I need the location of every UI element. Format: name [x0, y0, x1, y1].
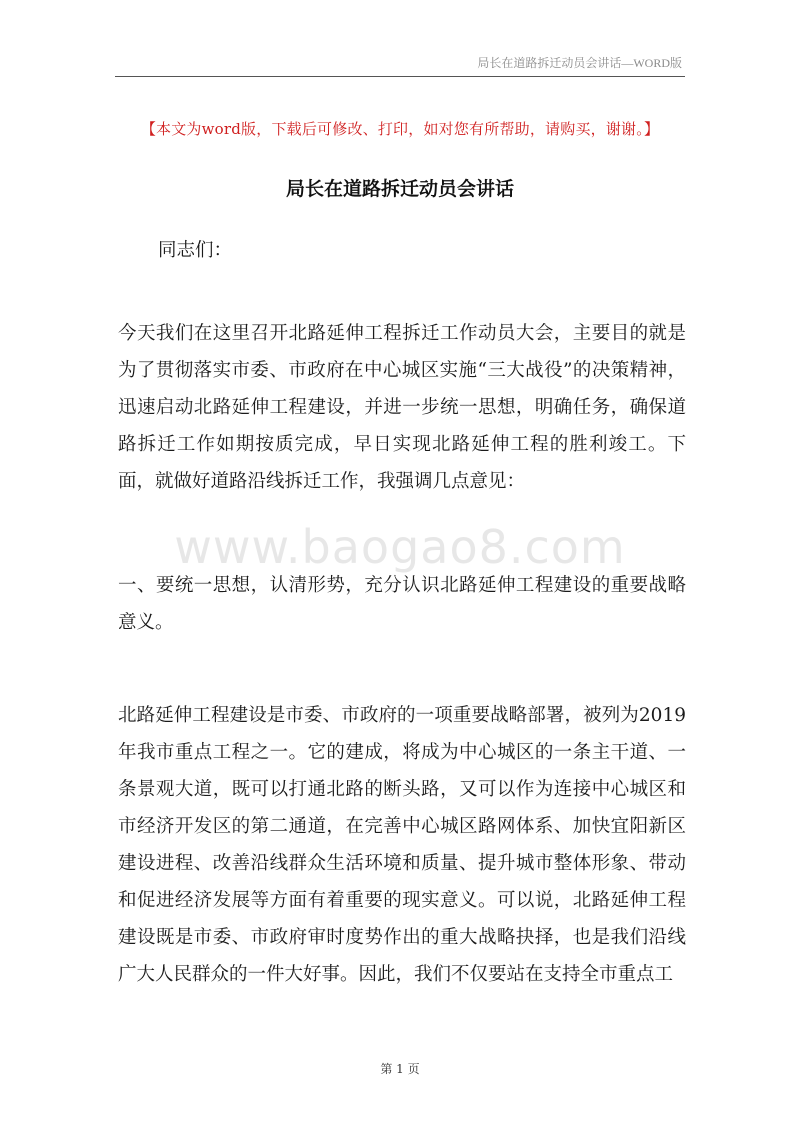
- watermark: www.baogao8.com: [174, 520, 626, 574]
- document-title: 局长在道路拆迁动员会讲话: [285, 178, 514, 200]
- body-paragraph-2: 北路延伸工程建设是市委、市政府的一项重要战略部署，被列为2019年我市重点工程之一。它的建成，将成为中心城区的一条主干道、一条景观大道，既可以打通北路的断头路，又可以作为连接中心城区和市经济开发区的第二通道，在完善中心城区路网体系、加快宜阳新区建设进程、改善沿线群众生活环境和质量、提升城市整体形象、带动和促进经济发展等方面有着重要的现实意义。可以说，北路延伸工程建设既是市委、市政府审时度势作出的重大战略抉择，也是我们沿线广大人民群众的一件大好事。因此，我们不仅要站在支持全市重点工: [118, 705, 686, 985]
- greeting: 同志们：: [158, 240, 233, 261]
- download-notice: 【本文为word版，下载后可修改、打印，如对您有所帮助，请购买，谢谢。】: [140, 120, 660, 138]
- body-paragraph-1: 今天我们在这里召开北路延伸工程拆迁工作动员大会，主要目的就是为了贯彻落实市委、市政府在中心城区实施“三大战役”的决策精神，迅速启动北路延伸工程建设，并进一步统一思想，明确任务，确保道路拆迁工作如期按质完成，早日实现北路延伸工程的胜利竣工。下面，就做好道路沿线拆迁工作，我强调几点意见：: [118, 323, 686, 492]
- running-header: 局长在道路拆迁动员会讲话—WORD版: [477, 56, 682, 70]
- section-heading-1: 一、要统一思想，认清形势，充分认识北路延伸工程建设的重要战略意义。: [118, 575, 686, 633]
- header-rule: [115, 76, 685, 77]
- page-number: 第 1 页: [380, 1062, 420, 1076]
